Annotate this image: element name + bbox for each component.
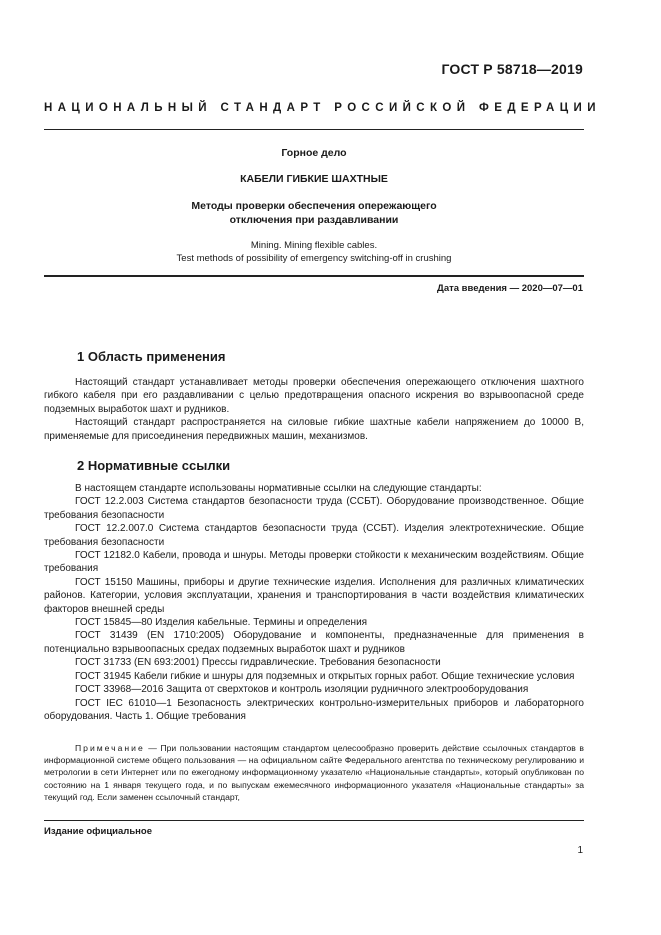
reference-item: ГОСТ 31439 (EN 1710:2005) Оборудование и компоненты, предназначенные для применения в потенциально взрывоопасных средах подземных выработок шахт и рудников	[44, 630, 584, 655]
title-field: Горное дело	[281, 147, 347, 159]
reference-item: ГОСТ 12.2.007.0 Система стандартов безопасности труда (ССБТ). Изделия электротехнические. Общие требования безопасности	[44, 523, 584, 548]
title-subtitle	[44, 199, 584, 227]
title-subtitle-line-2: отключения при раздавливании	[229, 214, 399, 226]
national-standard-banner: НАЦИОНАЛЬНЫЙ СТАНДАРТ РОССИЙСКОЙ ФЕДЕРАЦИИ	[44, 102, 601, 114]
title-subtitle-line-1: Методы проверки обеспечения опережающего	[191, 200, 437, 212]
reference-item: ГОСТ 15150 Машины, приборы и другие технические изделия. Исполнения для различных климатических районов. Категории, условия эксплуатации, хранения и транспортирования в части воздействия климатических факторов внешней среды	[44, 576, 584, 615]
page-number: 1	[577, 845, 583, 856]
section-1-body	[44, 376, 584, 443]
paragraph: В настоящем стандарте использованы нормативные ссылки на следующие стандарты:	[75, 483, 482, 494]
reference-item: ГОСТ 12182.0 Кабели, провода и шнуры. Методы проверки стойкости к механическим воздействиям. Общие требования	[44, 550, 584, 575]
paragraph: Настоящий стандарт распространяется на силовые гибкие шахтные кабели напряжением до 10000 В, применяемые для присоединения передвижных машин, механизмов.	[44, 417, 584, 442]
note	[44, 742, 584, 803]
section-2-body	[44, 482, 584, 723]
section-1-heading: 1 Область применения	[77, 349, 226, 364]
note-text: — При пользовании настоящим стандартом целесообразно проверить действие ссылочных стандартов в информационной системе общего пользования — на официальном сайте Федерального агентства по техническому регулированию и метрологии в сети Интернет или по ежегодному информационному указателю «Национальные стандарты», который опубликован по состоянию на 1 января текущего года, и по выпускам ежемесячного информационного указателя «Национальные стандарты» за текущий год. Если заменен ссылочный стандарт,	[44, 743, 584, 802]
paragraph: Настоящий стандарт устанавливает методы проверки обеспечения опережающего отключения шахтного гибкого кабеля при его раздавливании с целью предотвращения опасного искрения во взрывоопасной среде подземных выработок шахт и рудников.	[44, 377, 584, 415]
official-edition: Издание официальное	[44, 826, 152, 837]
note-label: Примечание	[75, 743, 145, 753]
reference-item: ГОСТ 33968—2016 Защита от сверхтоков и контроль изоляции рудничного электрооборудования	[75, 684, 529, 696]
reference-item: ГОСТ 31733 (EN 693:2001) Прессы гидравлические. Требования безопасности	[75, 657, 441, 669]
title-english	[44, 239, 584, 265]
footer-divider	[44, 820, 584, 821]
reference-item: ГОСТ 15845—80 Изделия кабельные. Термины и определения	[75, 617, 368, 629]
reference-item: ГОСТ 12.2.003 Система стандартов безопасности труда (ССБТ). Оборудование производственное. Общие требования безопасности	[44, 496, 584, 521]
title-english-line-2: Test methods of possibility of emergency switching-off in crushing	[176, 253, 452, 264]
reference-item: ГОСТ 31945 Кабели гибкие и шнуры для подземных и открытых горных работ. Общие технические условия	[75, 670, 575, 682]
title-main: КАБЕЛИ ГИБКИЕ ШАХТНЫЕ	[240, 173, 388, 185]
title-divider	[44, 275, 584, 277]
gost-code: ГОСТ Р 58718—2019	[441, 61, 583, 77]
reference-item: ГОСТ IEC 61010—1 Безопасность электрических контрольно-измерительных приборов и лабораторного оборудования. Часть 1. Общие требования	[44, 697, 584, 722]
introduction-date: Дата введения — 2020—07—01	[437, 283, 583, 294]
section-2-heading: 2 Нормативные ссылки	[77, 458, 231, 473]
header-divider	[44, 129, 584, 130]
title-english-line-1: Mining. Mining flexible cables.	[250, 240, 378, 251]
